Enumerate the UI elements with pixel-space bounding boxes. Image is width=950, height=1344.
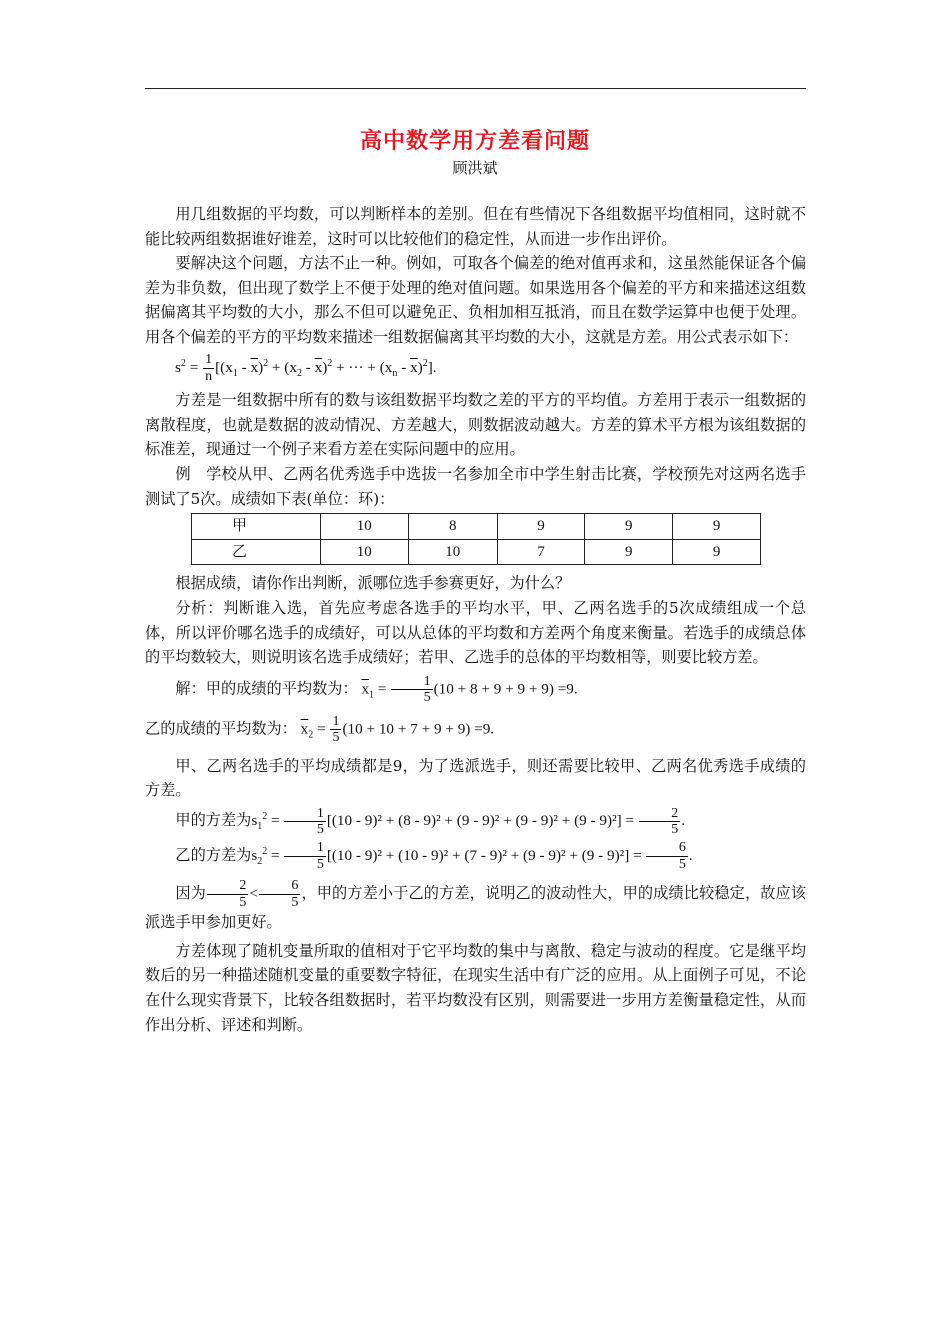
variance-formula: $s^2$ = $\frac{1}{n}$ [$(x_1 - \overline{x})^2 + (x_2 - \overline{x})^2$ + ··· + $(x_n - \overline{x})^2$]. [175, 352, 437, 384]
variance-a-line: 甲的方差为$s_1^2$ = $\frac{1}{5}$ [(10 - 9)² + (8 - 9)² + (9 - 9)² + (9 - 9)² + (9 - 9)²] = $\frac{2}{5}$ . [175, 805, 686, 838]
paragraph-example: 例 学校从甲、乙两名优秀选手中选拔一名参加全市中学生射击比赛，学校预先对这两名选手测试了5次。成绩如下表(单位：环)： [145, 465, 806, 508]
paragraph-method: 要解决这个问题，方法不止一种。例如，可取各个偏差的绝对值再求和，这虽然能保证各个偏差为非负数，但出现了数学上不便于处理的绝对值问题。如果选用各个偏差的平方和来描述这组数据偏离其平均数的大小，那么不但可以避免正、负相加相互抵消，而且在数学运算中也便于处理。用各个偏差的平方的平均数来描述一组数据偏离其平均数的大小，这就是方差。用公式表示如下： [145, 254, 806, 346]
mean-b-line: 乙的成绩的平均数为： $\overline{x}_2$ = $\frac{1}{5}$ (10 + 10 + 7 + 9 + 9) =9. [145, 713, 495, 746]
table-cell: 9 [585, 539, 673, 565]
paragraph-intro: 用几组数据的平均数，可以判断样本的差别。但在有些情况下各组数据平均值相同，这时就不能比较两组数据谁好谁差，这时可以比较他们的稳定性，从而进一步作出评价。 [145, 205, 806, 248]
fraction-one-fifth: $\frac{1}{5}$ [391, 674, 432, 706]
table-row [192, 514, 761, 540]
table-cell: 8 [409, 514, 498, 540]
table-row [192, 539, 761, 565]
article-body [145, 202, 806, 1037]
table-cell: 10 [409, 539, 498, 565]
table-cell: 9 [497, 514, 585, 540]
paragraph-same-mean: 甲、乙两名选手的平均成绩都是9，为了选派选手，则还需要比较甲、乙两名优秀选手成绩的方差。 [145, 756, 806, 800]
paragraph-final: 方差体现了随机变量所取的值相对于它平均数的集中与离散、稳定与波动的程度。它是继平均数后的另一种描述随机变量的重要数字特征，在现实生活中有广泛的应用。从上面例子可见，不论在什么现实背景下，比较各组数据时，若平均数没有区别，则需要进一步用方差衡量稳定性，从而作出分析、评述和判断。 [145, 941, 806, 1034]
variance-b-line: 乙的方差为$s_2^2$ = $\frac{1}{5}$ [(10 - 9)² + (10 - 9)² + (7 - 9)² + (9 - 9)² + (9 - 9)²] = $\frac{6}{5}$ . [175, 840, 693, 872]
fraction-six-fifths: $\frac{6}{5}$ [646, 840, 687, 872]
fraction-one-fifth: $\frac{1}{5}$ [284, 840, 325, 872]
paragraph-analysis: 分析：判断谁入选，首先应考虑各选手的平均水平，甲、乙两名选手的5次成绩组成一个总体，所以评价哪名选手的成绩好，可以从总体的平均数和方差两个角度来衡量。若选手的成绩总体的平均数较大，则说明该名选手成绩好；若甲、乙选手的总体的平均数相等，则要比较方差。 [145, 599, 806, 667]
table-cell: 9 [673, 514, 761, 540]
mean-a-line: 解：甲的成绩的平均数为： $\overline{x}_1$ = $\frac{1}{5}$ (10 + 8 + 9 + 9 + 9) =9. [175, 673, 578, 706]
fraction-one-fifth: $\frac{1}{5}$ [332, 713, 340, 746]
header-rule [145, 88, 806, 89]
table-cell: 10 [320, 539, 409, 565]
table-cell: 10 [320, 514, 409, 540]
author-name: 顾洪斌 [452, 159, 498, 177]
table-cell: 7 [497, 539, 585, 565]
table-cell: 9 [673, 539, 761, 565]
fraction-one-over-n: $\frac{1}{n}$ [205, 352, 213, 384]
fraction-two-fifths: $\frac{2}{5}$ [207, 878, 248, 910]
table-cell: 乙 [192, 539, 321, 565]
page-title: 高中数学用方差看问题 [359, 128, 590, 154]
table-cell: 9 [585, 514, 673, 540]
paragraph-conclusion: 因为 $\frac{2}{5}$ < $\frac{6}{5}$ ，甲的方差小于乙的方差，说明乙的波动性大，甲的成绩比较稳定，故应该派选手甲参加更好。 [145, 878, 807, 932]
paragraph-question: 根据成绩，请你作出判断，派哪位选手参赛更好，为什么？ [175, 574, 571, 593]
fraction-one-fifth: $\frac{1}{5}$ [284, 806, 325, 838]
paragraph-definition: 方差是一组数据中所有的数与该组数据平均数之差的平方的平均值。方差用于表示一组数据的离散程度，也就是数据的波动情况、方差越大，则数据波动越大。方差的算术平方根为该组数据的标准差，现通过一个例子来看方差在实际问题中的应用。 [145, 391, 806, 459]
scores-table [191, 513, 761, 565]
fraction-two-fifths: $\frac{2}{5}$ [639, 806, 680, 838]
table-cell: 甲 [192, 514, 321, 540]
fraction-six-fifths: $\frac{6}{5}$ [259, 878, 300, 910]
